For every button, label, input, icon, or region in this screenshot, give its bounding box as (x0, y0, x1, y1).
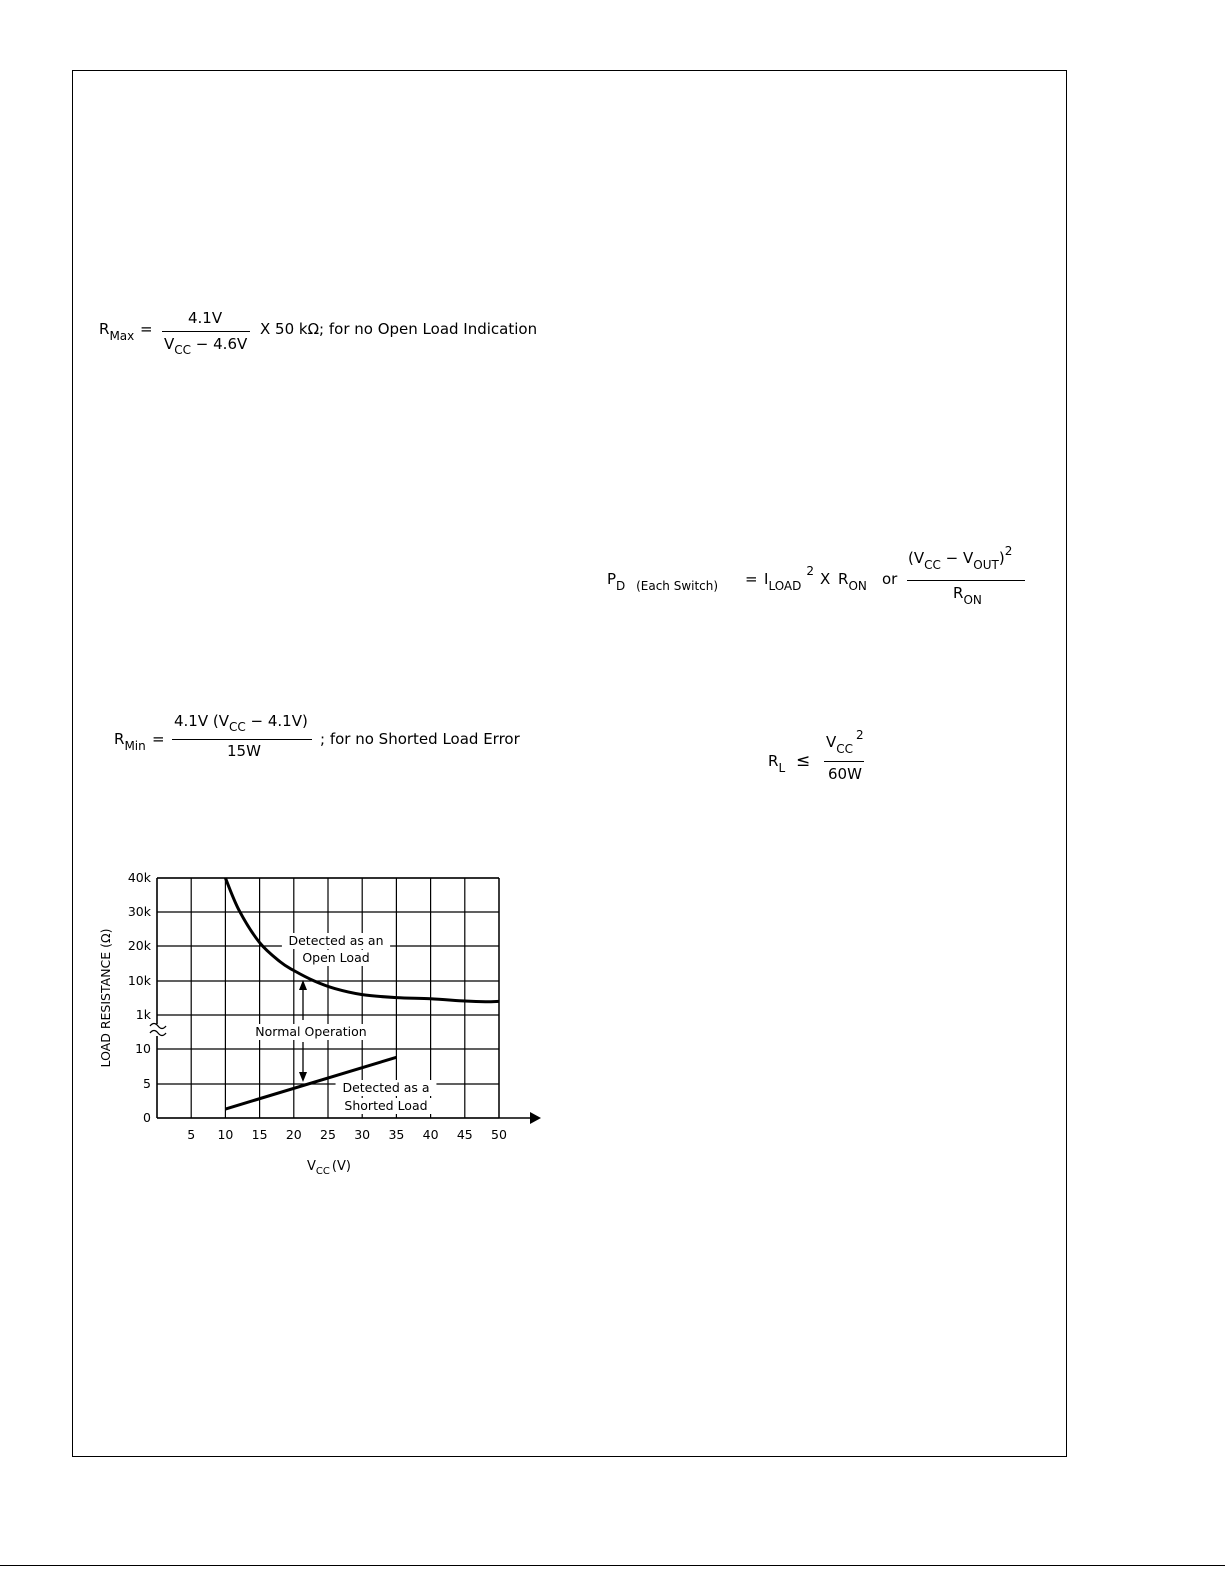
x-tick-label-30: 30 (354, 1127, 371, 1142)
rl-denominator: 60W (828, 765, 862, 783)
x-tick-label-15: 15 (251, 1127, 268, 1142)
annotation-shorted-load-line1: Detected as a (342, 1080, 430, 1095)
rl-le: ≤ (796, 751, 811, 771)
y-tick-label-10k: 10k (127, 973, 151, 988)
pd-equals: = (745, 570, 758, 588)
chart-labels (98, 870, 507, 1177)
y-tick-label-10: 10 (135, 1041, 151, 1056)
y-tick-label-20k: 20k (127, 938, 151, 953)
pd-iload: $I_{LOAD}^2$ (764, 564, 815, 593)
x-axis-arrow (530, 1112, 541, 1124)
rmin-numerator: 4.1V $(V_{CC} - 4.1V)$ (174, 712, 308, 734)
rmax-equals: = (140, 320, 153, 338)
x-tick-label-45: 45 (456, 1127, 473, 1142)
rmin-equals: = (152, 730, 165, 748)
x-tick-label-35: 35 (388, 1127, 405, 1142)
rl-lhs: $R_L$ (768, 752, 786, 775)
chart-grid (157, 878, 499, 1118)
rmin-tail: ; for no Shorted Load Error (320, 730, 520, 748)
y-tick-label-0: 0 (143, 1110, 151, 1125)
x-tick-label-25: 25 (320, 1127, 336, 1142)
annotation-shorted-load-line2: Shorted Load (344, 1098, 428, 1113)
rmax-lhs: $R_{Max}$ (99, 320, 135, 343)
x-tick-label-40: 40 (422, 1127, 439, 1142)
arrow-down-head (299, 1072, 307, 1082)
rl-numerator: $V_{CC}^2$ (826, 728, 864, 756)
pd-or: or (882, 570, 898, 588)
y-tick-label-30k: 30k (127, 904, 151, 919)
rmax-tail: X 50 kΩ; for no Open Load Indication (260, 320, 538, 338)
pd-lhs: $P_D$ $_{(Each Switch)}$ (607, 570, 719, 593)
rmin-lhs: $R_{Min}$ (114, 730, 146, 753)
pd-times: X (820, 570, 831, 588)
y-tick-label-40k: 40k (127, 870, 151, 885)
y-tick-label-1k: 1k (135, 1007, 151, 1022)
rmin-denominator: 15W (227, 742, 261, 760)
annotation-open-load-line1: Detected as an (288, 933, 384, 948)
x-axis-title: $V_{CC}$ (V) (307, 1159, 351, 1177)
axis-break-mark-2 (150, 1031, 166, 1036)
pd-numerator: $(V_{CC} - V_{OUT})^2$ (908, 544, 1013, 572)
rmax-numerator: 4.1V (188, 309, 223, 327)
y-tick-label-5: 5 (143, 1076, 151, 1091)
y-axis-title: LOAD RESISTANCE (Ω) (98, 928, 113, 1068)
x-tick-label-10: 10 (217, 1127, 234, 1142)
x-tick-label-20: 20 (285, 1127, 302, 1142)
annotation-normal-operation: Normal Operation (255, 1024, 367, 1039)
rmax-denominator: $V_{CC} - 4.6V$ (164, 335, 248, 357)
axis-break-mark-1 (150, 1024, 166, 1029)
annotation-open-load-line2: Open Load (302, 950, 370, 965)
pd-ron: $R_{ON}$ (838, 570, 867, 593)
pd-denominator: $R_{ON}$ (953, 584, 982, 607)
x-tick-label-50: 50 (491, 1127, 507, 1142)
x-tick-label-5: 5 (187, 1127, 196, 1142)
